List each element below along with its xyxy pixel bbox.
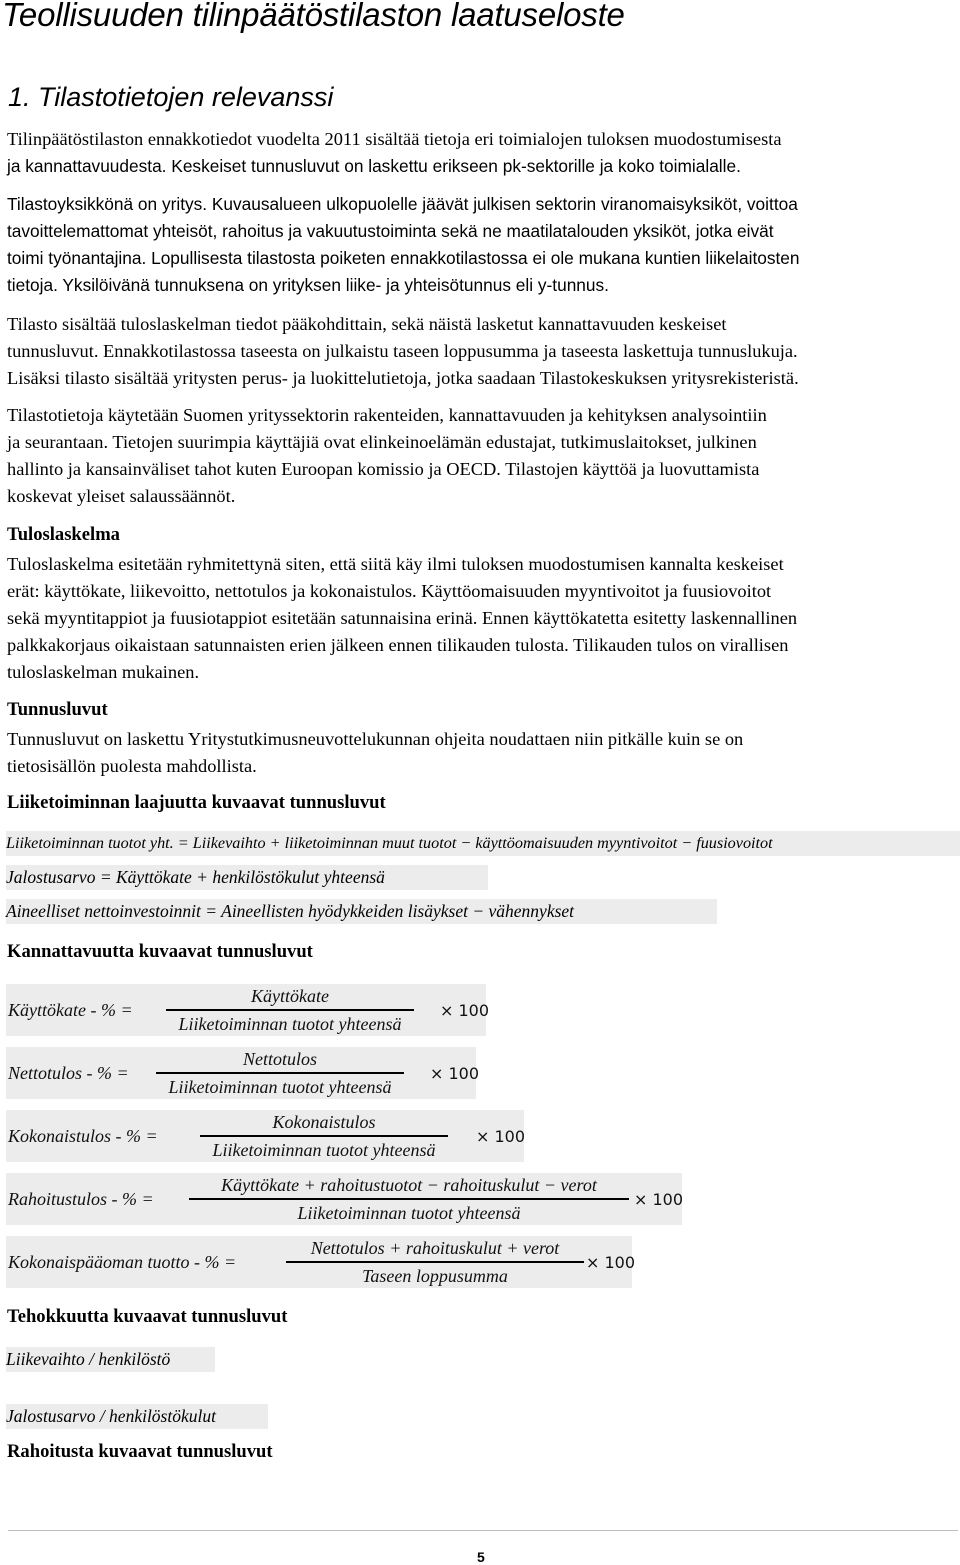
fraction-bar bbox=[156, 1072, 404, 1073]
formula-kokonaispaaoman-tuotto-pct bbox=[6, 1236, 636, 1288]
section-heading-relevanssi: 1. Tilastotietojen relevanssi bbox=[8, 82, 334, 112]
text-line: Tilastotietoja käytetään Suomen yrityssektorin rakenteiden, kannattavuuden ja kehityksen analysointiin bbox=[7, 405, 767, 425]
fraction-bar bbox=[166, 1009, 414, 1010]
text-line: hallinto ja kansainväliset tahot kuten Euroopan komissio ja OECD. Tilastojen käyttöä ja luovuttamista bbox=[7, 459, 760, 479]
text-line: ja kannattavuudesta. Keskeiset tunnusluvut on laskettu erikseen pk-sektorille ja koko toimialalle. bbox=[7, 156, 741, 176]
text-line: koskevat yleiset salaussäännöt. bbox=[7, 486, 236, 506]
text-line: sekä myyntitappiot ja fuusiotappiot esitetään satunnaisina erinä. Ennen käyttökatetta esitetty laskennallinen bbox=[7, 608, 798, 628]
text-line: tuloslaskelman mukainen. bbox=[7, 662, 200, 682]
formula-fraction bbox=[189, 1173, 629, 1225]
formula-numerator: Nettotulos + rahoituskulut + verot bbox=[310, 1238, 560, 1259]
text-line: Tunnusluvut on laskettu Yritystutkimusneuvottelukunnan ohjeita noudattaen niin pitkälle kuin se on bbox=[7, 729, 744, 749]
formula-jalostusarvo: Jalostusarvo = Käyttökate + henkilöstökulut yhteensä bbox=[6, 865, 488, 890]
paragraph-tilastoyksikko bbox=[7, 191, 957, 299]
formula-liikevaihto-per-henkilosto: Liikevaihto / henkilöstö bbox=[6, 1347, 215, 1372]
formula-multiplier: × 100 bbox=[586, 1252, 636, 1272]
formula-rahoitustulos-pct bbox=[6, 1173, 682, 1225]
formula-denominator: Liiketoiminnan tuotot yhteensä bbox=[212, 1139, 436, 1160]
text-line: toimi työnantajina. Lopullisesta tilastosta poiketen ennakkotilastossa ei ole mukana kuntien liikelaitosten bbox=[7, 248, 800, 268]
text-line: tunnusluvut. Ennakkotilastossa taseesta on julkaistu taseen loppusumma ja taseesta laskettuja tunnuslukuja. bbox=[7, 341, 798, 361]
heading-tuloslaskelma: Tuloslaskelma bbox=[7, 524, 120, 545]
formula-kayttokate-pct bbox=[6, 984, 490, 1036]
paragraph-tilaston-sisalto bbox=[7, 311, 957, 392]
text-line: tietoja. Yksilöivänä tunnuksena on yrityksen liike- ja yhteisötunnus eli y-tunnus. bbox=[7, 275, 609, 295]
formula-denominator: Liiketoiminnan tuotot yhteensä bbox=[297, 1202, 521, 1223]
text-line: palkkakorjaus oikaistaan satunnaisten erien jälkeen ennen tilikauden tulosta. Tilikauden tulos on virallisen bbox=[7, 635, 789, 655]
formula-numerator: Käyttökate bbox=[251, 986, 329, 1007]
text-line: tietosisällön puolesta mahdollista. bbox=[7, 756, 257, 776]
footer-divider bbox=[8, 1530, 958, 1531]
text-line: erät: käyttökate, liikevoitto, nettotulos ja kokonaistulos. Käyttöomaisuuden myyntivoitot ja fuusiovoitot bbox=[7, 581, 772, 601]
formula-aineelliset-nettoinvestoinnit: Aineelliset nettoinvestoinnit = Aineellisten hyödykkeiden lisäykset − vähennykset bbox=[6, 899, 717, 924]
heading-tunnusluvut: Tunnusluvut bbox=[7, 699, 108, 720]
formula-kokonaistulos-pct bbox=[6, 1110, 524, 1162]
text-line: Tilasto sisältää tuloslaskelman tiedot pääkohdittain, sekä näistä lasketut kannattavuuden keskeiset bbox=[7, 314, 727, 334]
paragraph-kayttajat bbox=[7, 402, 957, 510]
formula-multiplier: × 100 bbox=[440, 1000, 490, 1020]
formula-multiplier: × 100 bbox=[476, 1126, 526, 1146]
formula-lhs: Käyttökate - % = bbox=[8, 999, 133, 1020]
text-line: ja seurantaan. Tietojen suurimpia käyttäjiä ovat elinkeinoelämän edustajat, tutkimuslaitokset, julkinen bbox=[7, 432, 757, 452]
formula-fraction bbox=[200, 1110, 448, 1162]
formula-fraction bbox=[286, 1236, 584, 1288]
text-line: Tilastoyksikkönä on yritys. Kuvausalueen ulkopuolelle jäävät julkisen sektorin viranomaisyksiköt, voittoa bbox=[7, 194, 798, 214]
formula-multiplier: × 100 bbox=[430, 1063, 480, 1083]
formula-lhs: Kokonaistulos - % = bbox=[8, 1125, 158, 1146]
formula-numerator: Käyttökate + rahoitustuotot − rahoituskulut − verot bbox=[221, 1175, 597, 1196]
formula-fraction bbox=[166, 984, 414, 1036]
paragraph-tuloslaskelma bbox=[7, 551, 957, 686]
formula-denominator: Liiketoiminnan tuotot yhteensä bbox=[168, 1076, 392, 1097]
text-line: tavoittelemattomat yhteisöt, rahoitus ja vakuutustoiminta sekä ne maatilatalouden yksiköt, jotka eivät bbox=[7, 221, 774, 241]
page-number: 5 bbox=[477, 1549, 485, 1565]
fraction-bar bbox=[286, 1261, 584, 1262]
formula-nettotulos-pct bbox=[6, 1047, 480, 1099]
heading-rahoitus: Rahoitusta kuvaavat tunnusluvut bbox=[7, 1441, 273, 1462]
formula-denominator: Taseen loppusumma bbox=[362, 1265, 508, 1286]
paragraph-ennakkotiedot bbox=[7, 126, 957, 180]
fraction-bar bbox=[189, 1198, 629, 1199]
formula-denominator: Liiketoiminnan tuotot yhteensä bbox=[178, 1013, 402, 1034]
formula-fraction bbox=[156, 1047, 404, 1099]
formula-lhs: Nettotulos - % = bbox=[8, 1062, 129, 1083]
formula-multiplier: × 100 bbox=[634, 1189, 684, 1209]
document-title: Teollisuuden tilinpäätöstilaston laatuseloste bbox=[2, 0, 625, 33]
text-line: Lisäksi tilasto sisältää yritysten perus- ja luokittelutietoja, jotka saadaan Tilastokeskuksen yritysrekisteristä. bbox=[7, 368, 799, 388]
formula-liiketoiminnan-tuotot: Liiketoiminnan tuotot yht. = Liikevaihto + liiketoiminnan muut tuotot − käyttöomaisuuden myyntivoitot − fuusiovoitot bbox=[6, 831, 960, 856]
text-line: Tuloslaskelma esitetään ryhmitettynä siten, että siitä käy ilmi tuloksen muodostumisen kannalta keskeiset bbox=[7, 554, 784, 574]
formula-lhs: Rahoitustulos - % = bbox=[8, 1188, 154, 1209]
heading-tehokkuus: Tehokkuutta kuvaavat tunnusluvut bbox=[7, 1306, 288, 1327]
paragraph-tunnusluvut bbox=[7, 726, 957, 780]
formula-numerator: Kokonaistulos bbox=[272, 1112, 376, 1133]
formula-lhs: Kokonaispääoman tuotto - % = bbox=[8, 1251, 237, 1272]
formula-jalostusarvo-per-henkilostokulut: Jalostusarvo / henkilöstökulut bbox=[6, 1404, 268, 1429]
heading-laajuus: Liiketoiminnan laajuutta kuvaavat tunnusluvut bbox=[7, 792, 386, 813]
text-line: Tilinpäätöstilaston ennakkotiedot vuodelta 2011 sisältää tietoja eri toimialojen tuloksen muodostumisesta bbox=[7, 129, 782, 149]
fraction-bar bbox=[200, 1135, 448, 1136]
formula-numerator: Nettotulos bbox=[242, 1049, 317, 1070]
heading-kannattavuus: Kannattavuutta kuvaavat tunnusluvut bbox=[7, 941, 313, 962]
